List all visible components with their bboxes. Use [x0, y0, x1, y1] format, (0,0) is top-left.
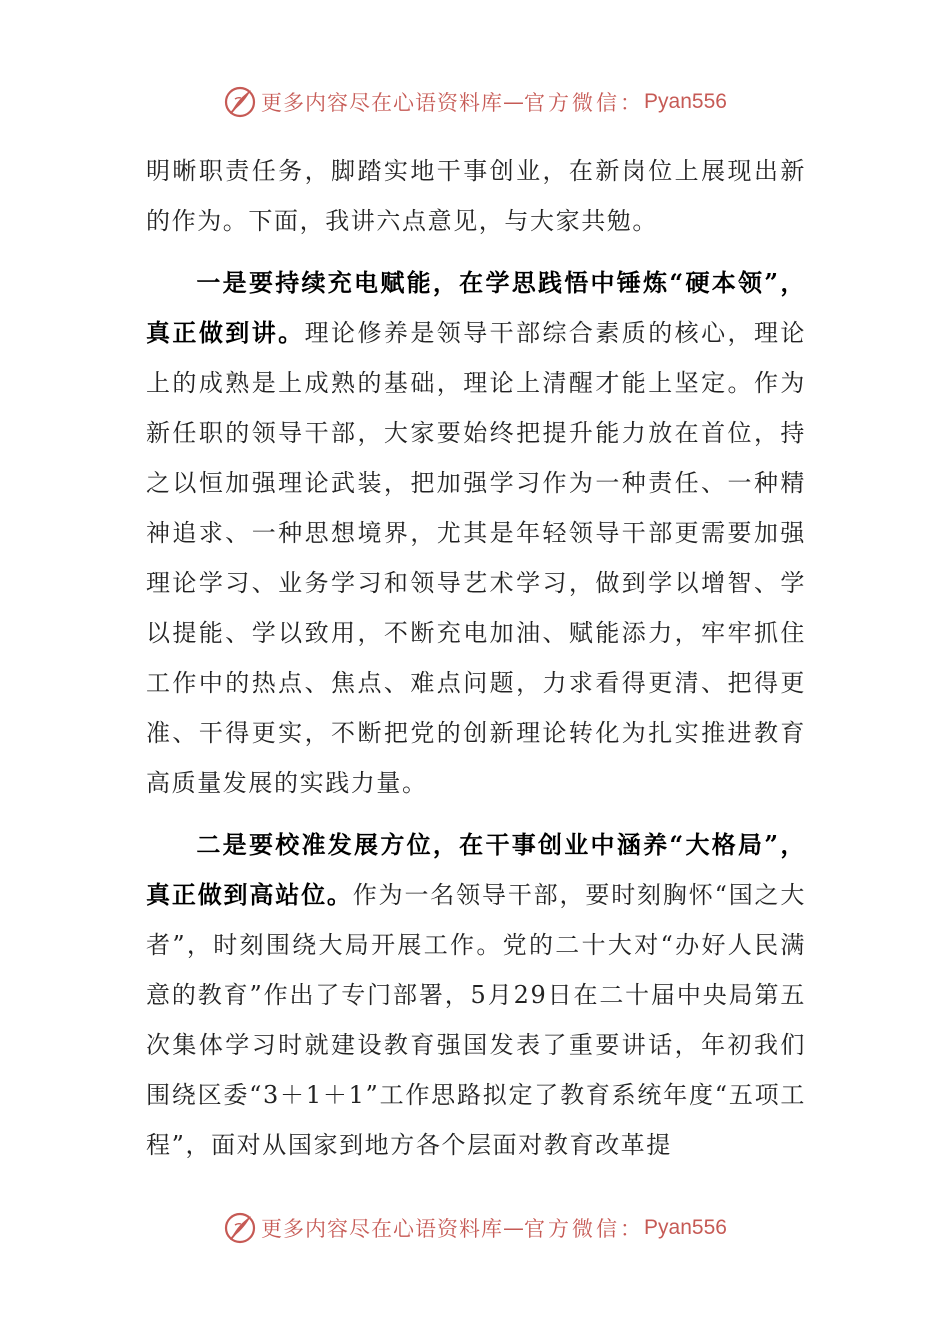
watermark-header: [0, 80, 950, 124]
paragraph-3: [146, 820, 806, 1170]
watermark-dash: —: [503, 90, 525, 114]
paragraph-1: [146, 146, 806, 246]
watermark-wechat-label: 官方微信：: [524, 1217, 645, 1241]
watermark-brand: 更多内容尽在心语资料库: [261, 1217, 504, 1241]
paragraph-2-heading: 一是要持续充电赋能，在学思践悟中锤炼“硬本领”，真正做到讲。: [146, 268, 806, 347]
watermark-brand: 更多内容尽在心语资料库: [261, 91, 504, 115]
quill-logo-icon: [223, 85, 257, 119]
watermark-footer: [0, 1206, 950, 1250]
paragraph-3-heading: 二是要校准发展方位，在干事创业中涵养“大格局”，真正做到高站位。: [146, 830, 806, 909]
paragraph-2: [146, 258, 806, 808]
watermark-wechat-id: Pyan556: [644, 1216, 727, 1239]
watermark-dash: —: [503, 1216, 525, 1240]
quill-logo-icon: [223, 1211, 257, 1245]
paragraph-1-text: 明晰职责任务，脚踏实地干事创业，在新岗位上展现出新的作为。下面，我讲六点意见，与大家共勉。: [146, 157, 806, 235]
document-body: [146, 146, 806, 1170]
watermark-wechat-id: Pyan556: [644, 90, 727, 113]
paragraph-3-text: 作为一名领导干部，要时刻胸怀“国之大者”，时刻围绕大局开展工作。党的二十大对“办好人民满意的教育”作出了专门部署，5月29日在二十届中央局第五次集体学习时就建设教育强国发表了重要讲话，年初我们围绕区委“3＋1＋1”工作思路拟定了教育系统年度“五项工程”，面对从国家到地方各个层面对教育改革提: [146, 881, 806, 1159]
watermark-wechat-label: 官方微信：: [524, 91, 645, 115]
paragraph-2-text: 理论修养是领导干部综合素质的核心，理论上的成熟是上成熟的基础，理论上清醒才能上坚定。作为新任职的领导干部，大家要始终把提升能力放在首位，持之以恒加强理论武装，把加强学习作为一种责任、一种精神追求、一种思想境界，尤其是年轻领导干部更需要加强理论学习、业务学习和领导艺术学习，做到学以增智、学以提能、学以致用，不断充电加油、赋能添力，牢牢抓住工作中的热点、焦点、难点问题，力求看得更清、把得更准、干得更实，不断把党的创新理论转化为扎实推进教育高质量发展的实践力量。: [146, 319, 806, 797]
